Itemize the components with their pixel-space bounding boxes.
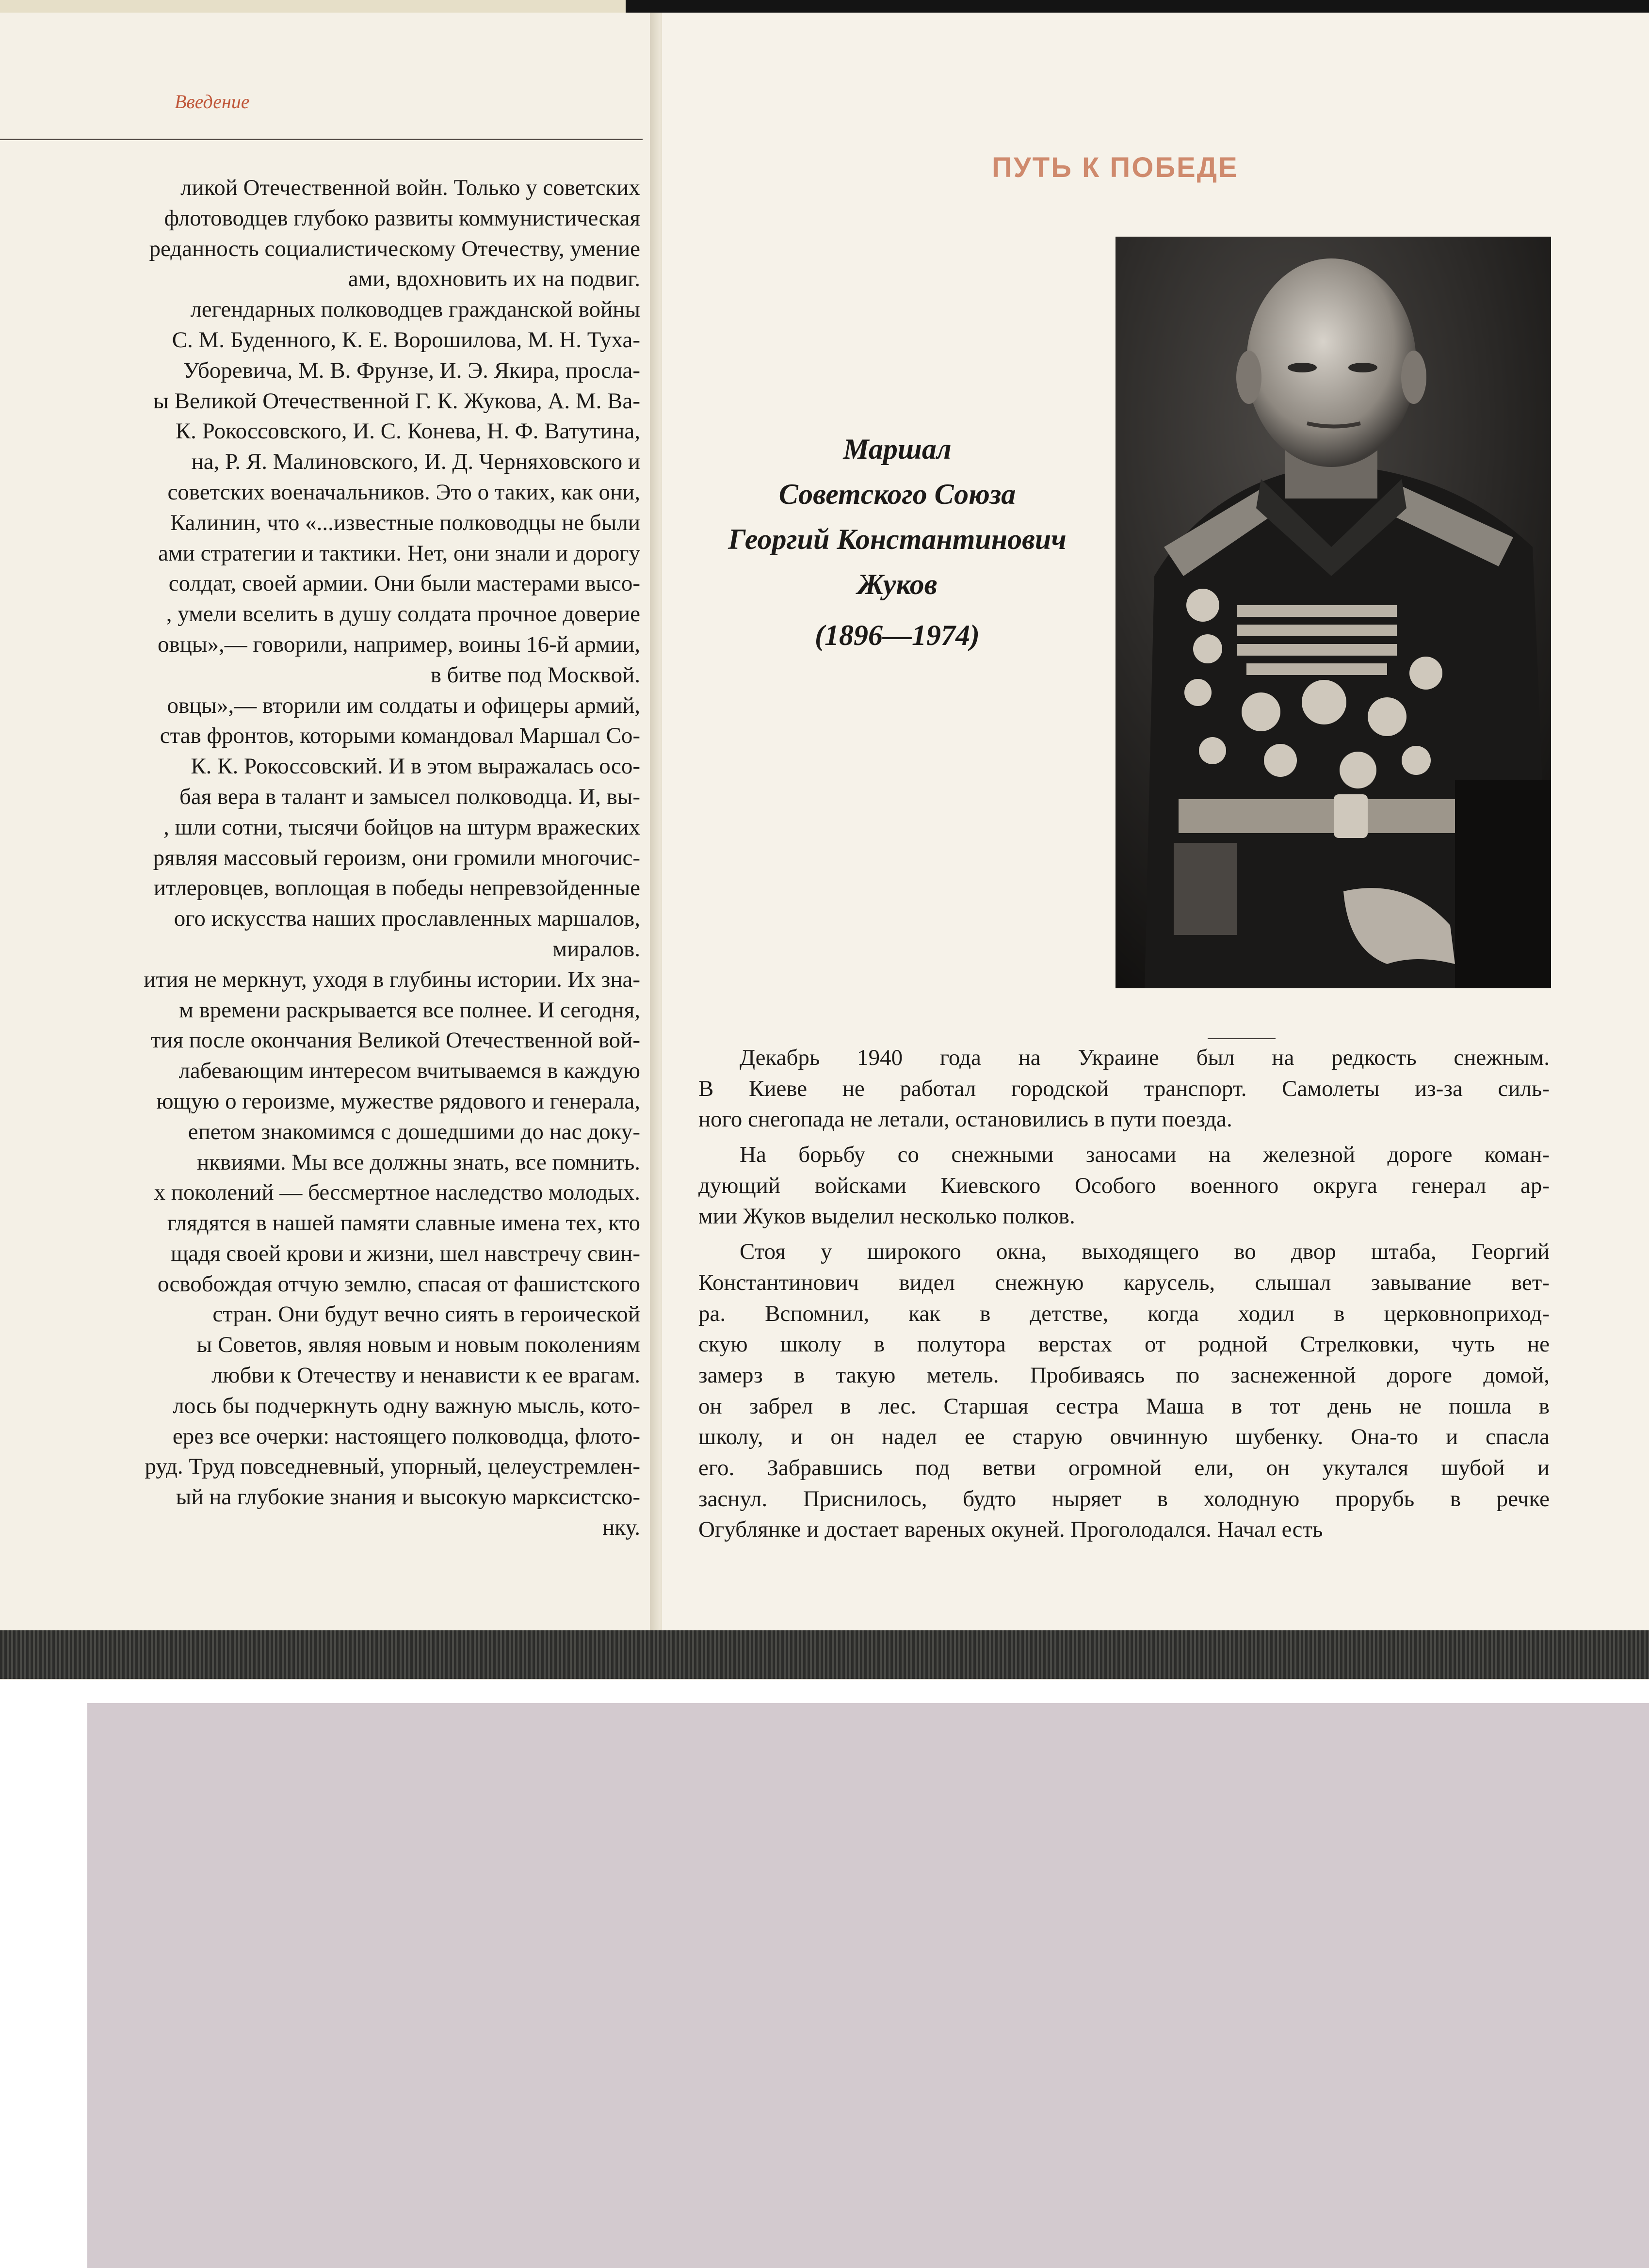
text-line: ы Советов, являя новым и новым поколениям (196, 1332, 640, 1358)
text-line: овцы»,— говорили, например, воины 16-й армии, (158, 631, 640, 657)
cover-edge (0, 1630, 1649, 1679)
caption-line: Советского Союза (778, 478, 1016, 510)
text-line: ликой Отечественной войн. Только у советских (180, 175, 640, 200)
text-line: К. Рокоссовского, И. С. Конева, Н. Ф. Ватутина, (175, 418, 640, 444)
text-line: флотоводцев глубоко развиты коммунистическая (164, 205, 640, 231)
text-line: стран. Они будут вечно сиять в героической (212, 1302, 640, 1327)
text-line: бая вера в талант и замысел полководца. И, вы- (179, 784, 640, 809)
paragraph (698, 1140, 1550, 1232)
text-line: ра. Вспомнил, как в детстве, когда ходил в церковноприход- (698, 1301, 1550, 1326)
text-line: ами, вдохновить их на подвиг. (348, 266, 640, 292)
text-line: освобождая отчую землю, спасая от фашистского (157, 1271, 640, 1297)
paragraph-rule (1208, 1038, 1276, 1039)
text-line: скую школу в полутора верстах от родной Стрелковки, чуть не (698, 1332, 1550, 1357)
text-line: Декабрь 1940 года на Украине был на редкость снежным. (740, 1045, 1550, 1070)
text-line: дующий войсками Киевского Особого военного округа генерал ар- (698, 1173, 1550, 1198)
text-line: глядятся в нашей памяти славные имена тех, кто (167, 1210, 640, 1236)
text-line: миралов. (552, 936, 640, 962)
text-line: на, Р. Я. Малиновского, И. Д. Черняховского и (191, 449, 640, 475)
paragraph (698, 1043, 1550, 1135)
text-line: нквиями. Мы все должны знать, все помнить. (197, 1149, 640, 1175)
text-line: мии Жуков выделил несколько полков. (698, 1204, 1075, 1229)
text-line: лось бы подчеркнуть одну важную мысль, кото- (173, 1393, 640, 1418)
text-line: ого искусства наших прославленных маршалов, (174, 906, 640, 932)
caption-line: Жуков (857, 568, 938, 600)
text-line: став фронтов, которыми командовал Маршал Со- (160, 723, 640, 749)
caption-years: (1896—1974) (815, 619, 980, 651)
text-line: ы Великой Отечественной Г. К. Жукова, А. М. Ва- (153, 388, 640, 414)
text-line: , умели вселить в душу солдата прочное доверие (166, 601, 640, 627)
top-edge-left (0, 0, 626, 13)
text-line: его. Забравшись под ветви огромной ели, он укутался шубой и (698, 1455, 1550, 1480)
text-line: школу, и он надел ее старую овчинную шубенку. Она-то и спасла (698, 1424, 1550, 1450)
text-line: легендарных полководцев гражданской войны (190, 297, 640, 322)
portrait-caption (684, 427, 1111, 658)
caption-line: Георгий Константинович (728, 523, 1067, 555)
text-line: замерз в такую метель. Пробиваясь по заснеженной дороге домой, (698, 1362, 1550, 1388)
running-head: Введение (175, 91, 250, 113)
text-line: Константинович видел снежную карусель, слышал завывание вет- (698, 1270, 1550, 1295)
text-line: С. М. Буденного, К. Е. Ворошилова, М. Н. Туха- (172, 327, 640, 353)
text-line: ый на глубокие знания и высокую марксистско- (176, 1484, 640, 1510)
text-line: ющую о героизме, мужестве рядового и генерала, (156, 1088, 640, 1114)
text-line: заснул. Приснилось, будто ныряет в холодную прорубь в речке (698, 1486, 1550, 1512)
caption-line: Маршал (843, 433, 952, 465)
portrait-photo (1116, 237, 1551, 988)
text-line: солдат, своей армии. Они были мастерами высо- (168, 571, 640, 596)
lilac-sheet (87, 1703, 1649, 2268)
text-line: любви к Отечеству и ненависти к ее врагам. (211, 1363, 640, 1388)
text-line: х поколений — бессмертное наследство молодых. (154, 1180, 640, 1206)
text-line: он забрел в лес. Старшая сестра Маша в тот день не пошла в (698, 1393, 1550, 1419)
text-line: щадя своей крови и жизни, шел навстречу свин- (171, 1240, 640, 1266)
text-line: ития не меркнут, уходя в глубины истории. Их зна- (144, 966, 640, 992)
left-page-text (0, 173, 640, 1543)
text-line: В Киеве не работал городской транспорт. Самолеты из-за силь- (698, 1076, 1550, 1101)
text-line: ного снегопада не летали, остановились в пути поезда. (698, 1107, 1232, 1132)
text-line: К. К. Рокоссовский. И в этом выражалась осо- (191, 754, 640, 779)
text-line: м времени раскрывается все полнее. И сегодня, (179, 997, 640, 1023)
header-rule (0, 139, 643, 140)
paragraph (698, 1237, 1550, 1545)
text-line: На борьбу со снежными заносами на железной дороге коман- (740, 1142, 1550, 1168)
section-title: ПУТЬ К ПОБЕДЕ (992, 152, 1239, 183)
text-line: итлеровцев, воплощая в победы непревзойденные (153, 875, 640, 901)
left-page (0, 13, 658, 1630)
text-line: лабевающим интересом вчитываемся в каждую (178, 1058, 640, 1084)
text-line: реданность социалистическому Отечеству, умение (149, 236, 640, 261)
text-line: нку. (602, 1515, 640, 1541)
right-page-text (698, 1043, 1550, 1550)
text-line: , шли сотни, тысячи бойцов на штурм вражеских (163, 814, 640, 840)
text-line: Калинин, что «...известные полководцы не были (170, 510, 640, 535)
text-line: овцы»,— вторили им солдаты и офицеры армий, (167, 692, 640, 718)
text-line: ами стратегии и тактики. Нет, они знали и дорогу (158, 540, 640, 566)
text-line: епетом знакомимся с дошедшими до нас доку- (188, 1119, 640, 1144)
text-line: рявляя массовый героизм, они громили многочис- (153, 845, 640, 870)
top-edge-right (626, 0, 1649, 13)
text-line: в битве под Москвой. (430, 662, 640, 688)
text-line: тия после окончания Великой Отечественной вой- (150, 1028, 640, 1053)
text-line: советских военачальников. Это о таких, как они, (167, 479, 640, 505)
text-line: Стоя у широкого окна, выходящего во двор штаба, Георгий (740, 1239, 1550, 1265)
text-line: Огублянке и достает вареных окуней. Проголодался. Начал есть (698, 1517, 1323, 1543)
text-line: Уборевича, М. В. Фрунзе, И. Э. Якира, просла- (183, 357, 640, 383)
text-line: руд. Труд повседневный, упорный, целеустремлен- (145, 1454, 640, 1480)
text-line: ерез все очерки: настоящего полководца, флото- (172, 1423, 640, 1449)
margin-area (0, 1680, 87, 2268)
